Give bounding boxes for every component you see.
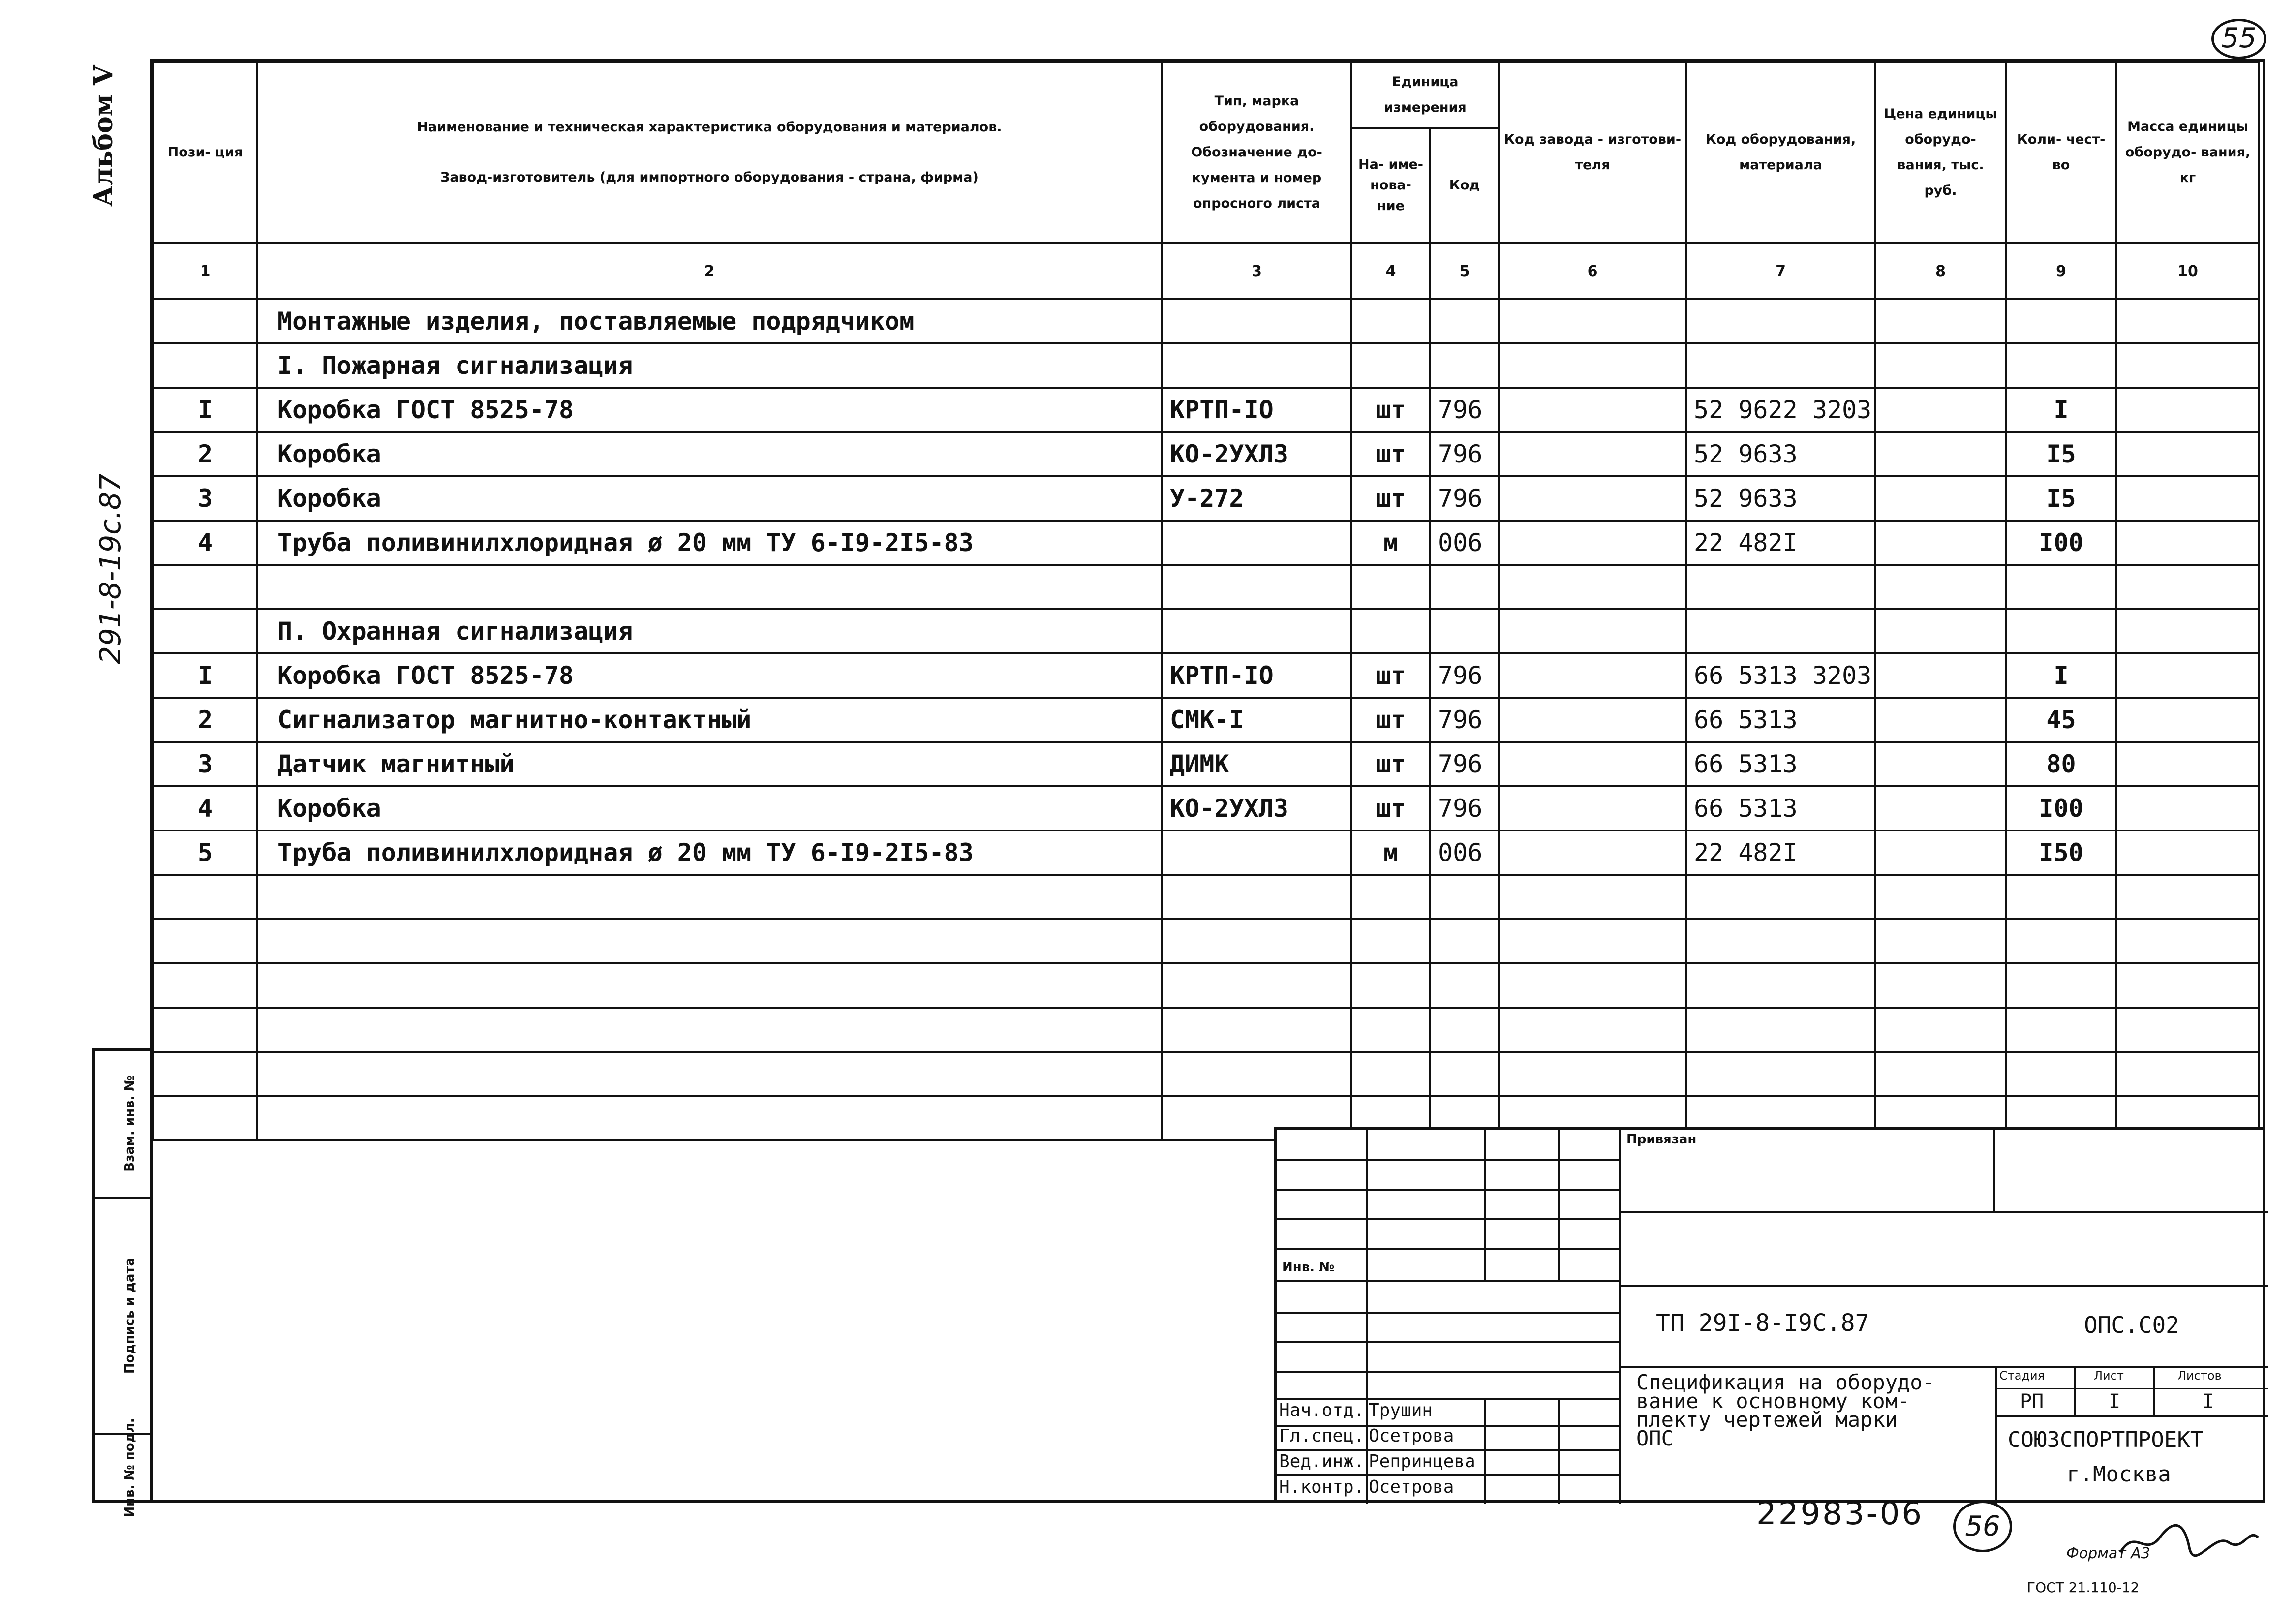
cell-name: Коробка bbox=[257, 432, 1162, 476]
header-price: Цена единицы оборудо- вания, тыс. руб. bbox=[1875, 62, 2006, 243]
signature-name: Трушин bbox=[1369, 1400, 1433, 1420]
cell-name bbox=[257, 1096, 1162, 1140]
cell-qty bbox=[2006, 1008, 2116, 1052]
stamp-inv-original: Инв. № подл. bbox=[122, 1417, 137, 1517]
cell-mass bbox=[2116, 432, 2259, 476]
cell-mass bbox=[2116, 786, 2259, 830]
stamp-replace-inv: Взам. инв. № bbox=[95, 1051, 150, 1199]
cell-name: Труба поливинилхлоридная ø 20 мм ТУ 6-I9-2I5-83 bbox=[257, 521, 1162, 565]
doc-number: ТП 29I-8-I9С.87 bbox=[1656, 1309, 1869, 1337]
cell-pos bbox=[153, 565, 257, 609]
cell-item-code: 66 5313 bbox=[1686, 786, 1875, 830]
cell-pos bbox=[153, 963, 257, 1008]
cell-pos: I bbox=[153, 653, 257, 698]
cell-name bbox=[257, 875, 1162, 919]
table-row bbox=[153, 432, 2259, 476]
header-item-code: Код оборудования, материала bbox=[1686, 62, 1875, 243]
cell-type bbox=[1162, 343, 1351, 388]
cell-pos bbox=[153, 1052, 257, 1096]
cell-mfr-code bbox=[1499, 653, 1686, 698]
cell-unit-code: 006 bbox=[1430, 521, 1499, 565]
cell-qty: I5 bbox=[2006, 476, 2116, 521]
document-title: Спецификация на оборудо- вание к основному ком- плекту чертежей марки ОПС bbox=[1636, 1370, 1935, 1450]
album-label: Альбом V bbox=[89, 65, 119, 207]
cell-price bbox=[1875, 388, 2006, 432]
specification-body bbox=[153, 299, 2259, 1140]
cell-type bbox=[1162, 919, 1351, 963]
cell-item-code: 22 482I bbox=[1686, 830, 1875, 875]
cell-type: КРТП-IО bbox=[1162, 388, 1351, 432]
cell-type: СМК-I bbox=[1162, 698, 1351, 742]
cell-type bbox=[1162, 565, 1351, 609]
cell-unit: шт bbox=[1351, 653, 1430, 698]
cell-mfr-code bbox=[1499, 432, 1686, 476]
cell-qty bbox=[2006, 565, 2116, 609]
cell-unit bbox=[1351, 609, 1430, 653]
cell-pos: 4 bbox=[153, 521, 257, 565]
cell-mfr-code bbox=[1499, 742, 1686, 786]
cell-unit-code bbox=[1430, 963, 1499, 1008]
cell-mass bbox=[2116, 830, 2259, 875]
header-name bbox=[257, 62, 1162, 243]
header-qty: Коли- чест- во bbox=[2006, 62, 2116, 243]
cell-mass bbox=[2116, 299, 2259, 343]
cell-name: Коробка bbox=[257, 476, 1162, 521]
cell-unit bbox=[1351, 1052, 1430, 1096]
cell-qty bbox=[2006, 343, 2116, 388]
header-type: Тип, марка оборудования. Обозначение до- кумента и номер опросного листа bbox=[1162, 62, 1351, 243]
cell-qty bbox=[2006, 963, 2116, 1008]
cell-type: У-272 bbox=[1162, 476, 1351, 521]
cell-mfr-code bbox=[1499, 609, 1686, 653]
cell-name: Датчик магнитный bbox=[257, 742, 1162, 786]
cell-item-code: 52 9622 3203 bbox=[1686, 388, 1875, 432]
cell-mfr-code bbox=[1499, 388, 1686, 432]
cell-mfr-code bbox=[1499, 476, 1686, 521]
cell-unit: шт bbox=[1351, 786, 1430, 830]
cell-pos: 2 bbox=[153, 698, 257, 742]
cell-unit-code: 796 bbox=[1430, 742, 1499, 786]
cell-name bbox=[257, 919, 1162, 963]
cell-item-code bbox=[1686, 565, 1875, 609]
cell-unit bbox=[1351, 963, 1430, 1008]
header-name-line2: Завод-изготовитель (для импортного оборудования - страна, фирма) bbox=[440, 170, 979, 185]
cell-mass bbox=[2116, 742, 2259, 786]
cell-item-code: 66 5313 3203 bbox=[1686, 653, 1875, 698]
cell-mass bbox=[2116, 476, 2259, 521]
cell-item-code bbox=[1686, 1008, 1875, 1052]
cell-type: КО-2УХЛ3 bbox=[1162, 432, 1351, 476]
cell-price bbox=[1875, 565, 2006, 609]
cell-unit-code bbox=[1430, 343, 1499, 388]
cell-qty: 80 bbox=[2006, 742, 2116, 786]
cell-unit: шт bbox=[1351, 742, 1430, 786]
cell-mass bbox=[2116, 343, 2259, 388]
table-row bbox=[153, 476, 2259, 521]
column-number: 5 bbox=[1430, 243, 1499, 299]
signature-role: Нач.отд. bbox=[1279, 1400, 1365, 1420]
cell-item-code bbox=[1686, 875, 1875, 919]
cell-pos: 5 bbox=[153, 830, 257, 875]
page-circle: 56 bbox=[1953, 1501, 2012, 1552]
cell-mfr-code bbox=[1499, 1008, 1686, 1052]
cell-name bbox=[257, 1052, 1162, 1096]
cell-mfr-code bbox=[1499, 875, 1686, 919]
table-row bbox=[153, 609, 2259, 653]
header-unit-name: На- име- нова- ние bbox=[1351, 128, 1430, 243]
cell-unit: шт bbox=[1351, 476, 1430, 521]
cell-unit-code: 796 bbox=[1430, 653, 1499, 698]
cell-pos bbox=[153, 299, 257, 343]
cell-qty bbox=[2006, 875, 2116, 919]
cell-price bbox=[1875, 343, 2006, 388]
stamp-signature-date: Подпись и дата bbox=[95, 1199, 150, 1435]
cell-mfr-code bbox=[1499, 698, 1686, 742]
cell-item-code bbox=[1686, 299, 1875, 343]
column-number: 3 bbox=[1162, 243, 1351, 299]
cell-price bbox=[1875, 963, 2006, 1008]
cell-mass bbox=[2116, 565, 2259, 609]
header-mass: Масса единицы оборудо- вания, кг bbox=[2116, 62, 2259, 243]
column-number: 2 bbox=[257, 243, 1162, 299]
cell-pos: 3 bbox=[153, 476, 257, 521]
cell-pos bbox=[153, 609, 257, 653]
sheet-number: 55 bbox=[2211, 19, 2266, 59]
cell-name: П. Охранная сигнализация bbox=[257, 609, 1162, 653]
cell-mass bbox=[2116, 698, 2259, 742]
signature-name: Осетрова bbox=[1369, 1477, 1454, 1497]
table-row bbox=[153, 388, 2259, 432]
table-row bbox=[153, 698, 2259, 742]
cell-mass bbox=[2116, 521, 2259, 565]
gost-label: ГОСТ 21.110-12 bbox=[2027, 1579, 2140, 1596]
cell-item-code bbox=[1686, 609, 1875, 653]
cell-qty bbox=[2006, 299, 2116, 343]
cell-pos bbox=[153, 919, 257, 963]
cell-unit bbox=[1351, 565, 1430, 609]
cell-price bbox=[1875, 1052, 2006, 1096]
column-number: 9 bbox=[2006, 243, 2116, 299]
table-row bbox=[153, 343, 2259, 388]
cell-unit-code bbox=[1430, 919, 1499, 963]
cell-unit bbox=[1351, 299, 1430, 343]
cell-mass bbox=[2116, 963, 2259, 1008]
cell-item-code: 66 5313 bbox=[1686, 742, 1875, 786]
cell-pos: I bbox=[153, 388, 257, 432]
side-doc-code: 291-8-19с.87 bbox=[93, 473, 127, 664]
cell-item-code bbox=[1686, 919, 1875, 963]
cell-type: ДИМК bbox=[1162, 742, 1351, 786]
cell-pos bbox=[153, 343, 257, 388]
cell-mfr-code bbox=[1499, 343, 1686, 388]
cell-unit: шт bbox=[1351, 432, 1430, 476]
cell-qty: I5 bbox=[2006, 432, 2116, 476]
cell-mfr-code bbox=[1499, 565, 1686, 609]
cell-unit-code: 796 bbox=[1430, 388, 1499, 432]
column-number: 1 bbox=[153, 243, 257, 299]
cell-item-code bbox=[1686, 963, 1875, 1008]
table-row bbox=[153, 1008, 2259, 1052]
cell-name: Труба поливинилхлоридная ø 20 мм ТУ 6-I9-2I5-83 bbox=[257, 830, 1162, 875]
column-number: 8 bbox=[1875, 243, 2006, 299]
cell-mfr-code bbox=[1499, 963, 1686, 1008]
cell-item-code: 66 5313 bbox=[1686, 698, 1875, 742]
table-row bbox=[153, 830, 2259, 875]
cell-unit bbox=[1351, 343, 1430, 388]
format-label: Формат А3 bbox=[2066, 1545, 2150, 1562]
cell-name: Монтажные изделия, поставляемые подрядчиком bbox=[257, 299, 1162, 343]
cell-unit: м bbox=[1351, 830, 1430, 875]
cell-item-code bbox=[1686, 343, 1875, 388]
cell-type: КО-2УХЛ3 bbox=[1162, 786, 1351, 830]
cell-type bbox=[1162, 875, 1351, 919]
table-row bbox=[153, 299, 2259, 343]
cell-price bbox=[1875, 698, 2006, 742]
cell-name bbox=[257, 963, 1162, 1008]
cell-unit bbox=[1351, 1008, 1430, 1052]
cell-unit-code bbox=[1430, 609, 1499, 653]
cell-mass bbox=[2116, 875, 2259, 919]
cell-price bbox=[1875, 875, 2006, 919]
cell-item-code bbox=[1686, 1052, 1875, 1096]
cell-type bbox=[1162, 1052, 1351, 1096]
cell-mass bbox=[2116, 1052, 2259, 1096]
sheets-label: Листов bbox=[2177, 1369, 2222, 1383]
cell-type bbox=[1162, 830, 1351, 875]
cell-unit: шт bbox=[1351, 698, 1430, 742]
cell-qty: I00 bbox=[2006, 786, 2116, 830]
sheets-value: I bbox=[2202, 1390, 2214, 1413]
title-block bbox=[1274, 1127, 2265, 1503]
signature-name: Репринцева bbox=[1369, 1451, 1475, 1472]
cell-name: Сигнализатор магнитно-контактный bbox=[257, 698, 1162, 742]
signature-role: Гл.спец. bbox=[1279, 1426, 1365, 1446]
cell-qty: I50 bbox=[2006, 830, 2116, 875]
table-row bbox=[153, 786, 2259, 830]
cell-type: КРТП-IО bbox=[1162, 653, 1351, 698]
cell-name: Коробка bbox=[257, 786, 1162, 830]
cell-unit-code: 796 bbox=[1430, 476, 1499, 521]
cell-unit-code: 796 bbox=[1430, 698, 1499, 742]
cell-price bbox=[1875, 432, 2006, 476]
cell-pos bbox=[153, 1008, 257, 1052]
cell-name: Коробка ГОСТ 8525-78 bbox=[257, 388, 1162, 432]
column-number: 10 bbox=[2116, 243, 2259, 299]
table-row bbox=[153, 565, 2259, 609]
cell-mass bbox=[2116, 1008, 2259, 1052]
table-row bbox=[153, 919, 2259, 963]
header-name-line1: Наименование и техническая характеристика оборудования и материалов. bbox=[417, 120, 1002, 135]
approval-stamp-strip bbox=[92, 1048, 153, 1517]
cell-price bbox=[1875, 299, 2006, 343]
cell-price bbox=[1875, 919, 2006, 963]
archive-code: 22983-06 bbox=[1756, 1496, 1924, 1532]
organization: СОЮЗСПОРТПРОЕКТ bbox=[2008, 1427, 2204, 1452]
sheet-label: Лист bbox=[2094, 1369, 2124, 1383]
cell-item-code: 22 482I bbox=[1686, 521, 1875, 565]
signature-name: Осетрова bbox=[1369, 1426, 1454, 1446]
cell-price bbox=[1875, 476, 2006, 521]
table-row bbox=[153, 963, 2259, 1008]
cell-mfr-code bbox=[1499, 919, 1686, 963]
cell-unit-code: 796 bbox=[1430, 432, 1499, 476]
cell-qty: I bbox=[2006, 388, 2116, 432]
cell-qty bbox=[2006, 609, 2116, 653]
cell-qty bbox=[2006, 919, 2116, 963]
cell-pos: 3 bbox=[153, 742, 257, 786]
cell-qty: I bbox=[2006, 653, 2116, 698]
cell-price bbox=[1875, 1008, 2006, 1052]
cell-unit-code: 006 bbox=[1430, 830, 1499, 875]
handwritten-signature bbox=[2115, 1518, 2263, 1562]
cell-unit-code bbox=[1430, 565, 1499, 609]
cell-price bbox=[1875, 742, 2006, 786]
cell-name bbox=[257, 1008, 1162, 1052]
title-block-inv-label: Инв. № bbox=[1282, 1260, 1335, 1275]
table-row bbox=[153, 653, 2259, 698]
cell-name bbox=[257, 565, 1162, 609]
cell-price bbox=[1875, 521, 2006, 565]
cell-mfr-code bbox=[1499, 830, 1686, 875]
table-row bbox=[153, 742, 2259, 786]
cell-unit-code bbox=[1430, 875, 1499, 919]
column-number: 6 bbox=[1499, 243, 1686, 299]
cell-mfr-code bbox=[1499, 521, 1686, 565]
header-unit-group: Единица измерения bbox=[1351, 62, 1499, 128]
cell-mass bbox=[2116, 653, 2259, 698]
cell-item-code: 52 9633 bbox=[1686, 476, 1875, 521]
cell-type bbox=[1162, 521, 1351, 565]
cell-mass bbox=[2116, 919, 2259, 963]
cell-type bbox=[1162, 609, 1351, 653]
cell-unit: шт bbox=[1351, 388, 1430, 432]
cell-unit: м bbox=[1351, 521, 1430, 565]
cell-name: I. Пожарная сигнализация bbox=[257, 343, 1162, 388]
signature-role: Вед.инж. bbox=[1279, 1451, 1365, 1472]
cell-unit-code bbox=[1430, 1052, 1499, 1096]
header-mfr-code: Код завода - изготови- теля bbox=[1499, 62, 1686, 243]
cell-type bbox=[1162, 299, 1351, 343]
table-row bbox=[153, 521, 2259, 565]
sheet-value: I bbox=[2109, 1390, 2121, 1413]
cell-type bbox=[1162, 963, 1351, 1008]
cell-qty: I00 bbox=[2006, 521, 2116, 565]
stage-label: Стадия bbox=[1999, 1369, 2045, 1383]
cell-price bbox=[1875, 786, 2006, 830]
cell-price bbox=[1875, 830, 2006, 875]
signature-role: Н.контр. bbox=[1279, 1477, 1365, 1497]
column-number-row bbox=[153, 243, 2259, 299]
table-row bbox=[153, 1052, 2259, 1096]
cell-type bbox=[1162, 1008, 1351, 1052]
stage-value: РП bbox=[2020, 1390, 2044, 1413]
cell-item-code: 52 9633 bbox=[1686, 432, 1875, 476]
header-unit-code: Код bbox=[1430, 128, 1499, 243]
cell-mass bbox=[2116, 388, 2259, 432]
cell-mfr-code bbox=[1499, 299, 1686, 343]
cell-pos: 4 bbox=[153, 786, 257, 830]
column-number: 7 bbox=[1686, 243, 1875, 299]
cell-mfr-code bbox=[1499, 1052, 1686, 1096]
cell-qty bbox=[2006, 1052, 2116, 1096]
cell-pos: 2 bbox=[153, 432, 257, 476]
header-position: Пози- ция bbox=[153, 62, 257, 243]
cell-pos bbox=[153, 875, 257, 919]
specification-table bbox=[153, 61, 2260, 1141]
cell-qty: 45 bbox=[2006, 698, 2116, 742]
city: г.Москва bbox=[2067, 1462, 2171, 1487]
cell-price bbox=[1875, 609, 2006, 653]
cell-unit-code bbox=[1430, 299, 1499, 343]
privyazan-label: Привязан bbox=[1626, 1132, 1697, 1147]
cell-name: Коробка ГОСТ 8525-78 bbox=[257, 653, 1162, 698]
cell-unit bbox=[1351, 875, 1430, 919]
cell-pos bbox=[153, 1096, 257, 1140]
column-number: 4 bbox=[1351, 243, 1430, 299]
cell-mfr-code bbox=[1499, 786, 1686, 830]
header-row bbox=[153, 62, 2259, 128]
cell-mass bbox=[2116, 609, 2259, 653]
cell-unit-code: 796 bbox=[1430, 786, 1499, 830]
cell-unit bbox=[1351, 919, 1430, 963]
doc-mark: ОПС.С02 bbox=[2084, 1312, 2179, 1338]
cell-price bbox=[1875, 653, 2006, 698]
table-row bbox=[153, 875, 2259, 919]
cell-unit-code bbox=[1430, 1008, 1499, 1052]
